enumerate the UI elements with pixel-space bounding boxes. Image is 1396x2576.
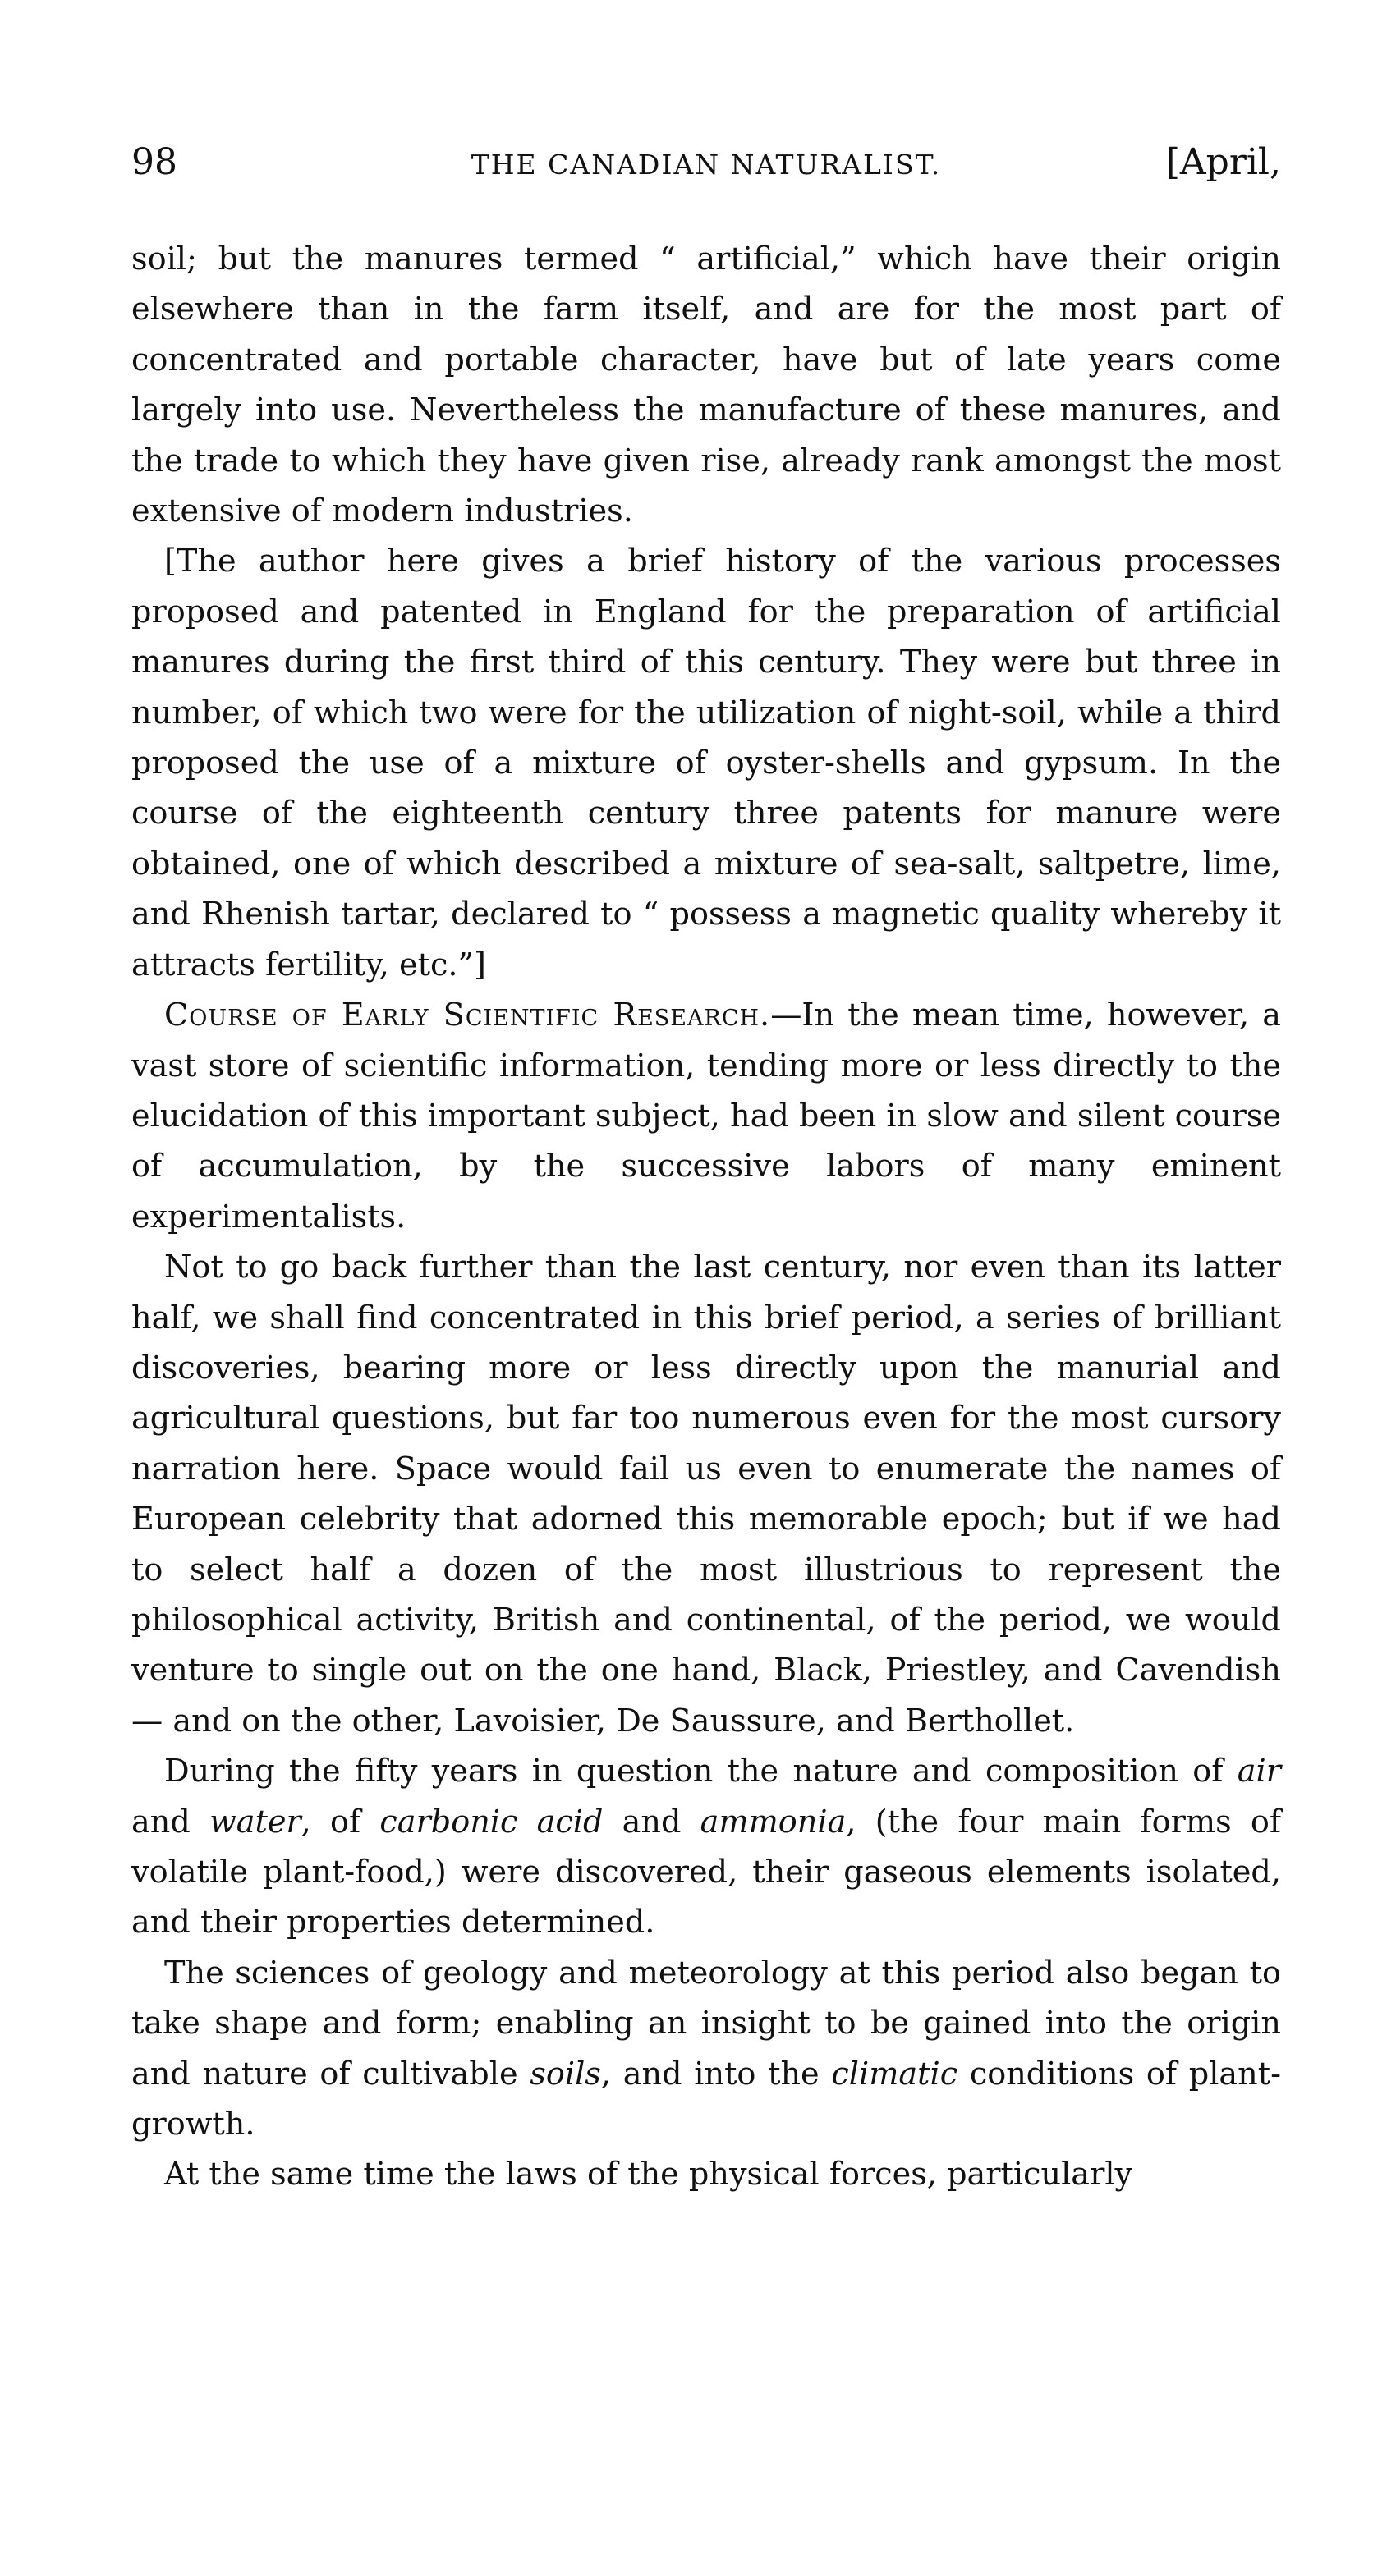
term-ammonia: ammonia [700,1804,847,1840]
section-heading: Course of Early Scientific Research. [164,997,771,1034]
term-soils: soils [530,2056,601,2092]
paragraph-6-text-3: conditions of plant-growth. [131,2056,1282,2143]
paragraph-5 [131,1747,1281,1949]
issue-month: [April, [1165,141,1281,183]
page-number: 98 [131,141,177,183]
book-page [131,140,1281,2201]
paragraph-1: soil; but the manures termed “ artificial,” which have their origin elsewhere than in the farm itself, and are for the most part of concentrated and portable character, have but of late years come largely into use. Nevertheless the manufacture of these manures, and the trade to which they have given rise, already rank amongst the most extensive of modern industries. [131,241,1281,530]
paragraph-4: Not to go back further than the last century, nor even than its latter half, we shall find concentrated in this brief period, a series of brilliant discoveries, bearing more or less directly upon the manurial and agricultural questions, but far too numerous even for the most cursory narration here. Space would fail us even to enumerate the names of European celebrity that adorned this memorable epoch; but if we had to select half a dozen of the most illustrious to represent the philosophical activity, British and continental, of the period, we would venture to single out on the one hand, Black, Priestley, and Cavendish — and on the other, Lavoisier, De Saussure, and Berthollet. [131,1249,1281,1739]
paragraph-7: At the same time the laws of the physical forces, particularly [164,2157,1133,2193]
paragraph-5-text-5: , (the four main forms of volatile plant-food,) were discovered, their gaseous elements isolated, and their properties determined. [131,1804,1282,1941]
term-carbonic-acid: carbonic acid [379,1804,604,1840]
paragraph-5-text-3: , of [301,1804,380,1840]
paragraph-5-text-1: During the fifty years in question the nature and composition of [164,1753,1238,1790]
running-header [131,140,1281,197]
term-air: air [1237,1753,1281,1790]
term-water: water [209,1804,301,1840]
paragraph-6-text-1: The sciences of geology and meteorology at this period also began to take shape and form; enabling an insight to be gained into the origin and nature of cultivable [131,1955,1281,2092]
paragraph-3 [131,991,1281,1243]
paragraph-5-text-4: and [603,1804,700,1840]
paragraph-6 [131,1949,1281,2151]
page-body [131,235,1281,2201]
paragraph-6-text-2: , and into the [600,2056,832,2092]
paragraph-2: [The author here gives a brief history of the various processes proposed and patented in England for the preparation of artificial manures during the first third of this century. They were but three in number, of which two were for the utilization of night-soil, while a third proposed the use of a mixture of oyster-shells and gypsum. In the course of the eighteenth century three patents for manure were obtained, one of which described a mixture of sea-salt, saltpetre, lime, and Rhenish tartar, declared to “ possess a magnetic quality whereby it attracts fertility, etc.”] [131,543,1281,983]
paragraph-3-text: —In the mean time, however, a vast store of scientific information, tending more or less directly to the elucidation of this important subject, had been in slow and silent course of accumulation, by the successive labors of many eminent experimentalists. [131,997,1282,1235]
term-climatic: climatic [831,2056,958,2092]
running-title: THE CANADIAN NATURALIST. [471,149,942,181]
paragraph-5-text-2: and [131,1804,210,1840]
